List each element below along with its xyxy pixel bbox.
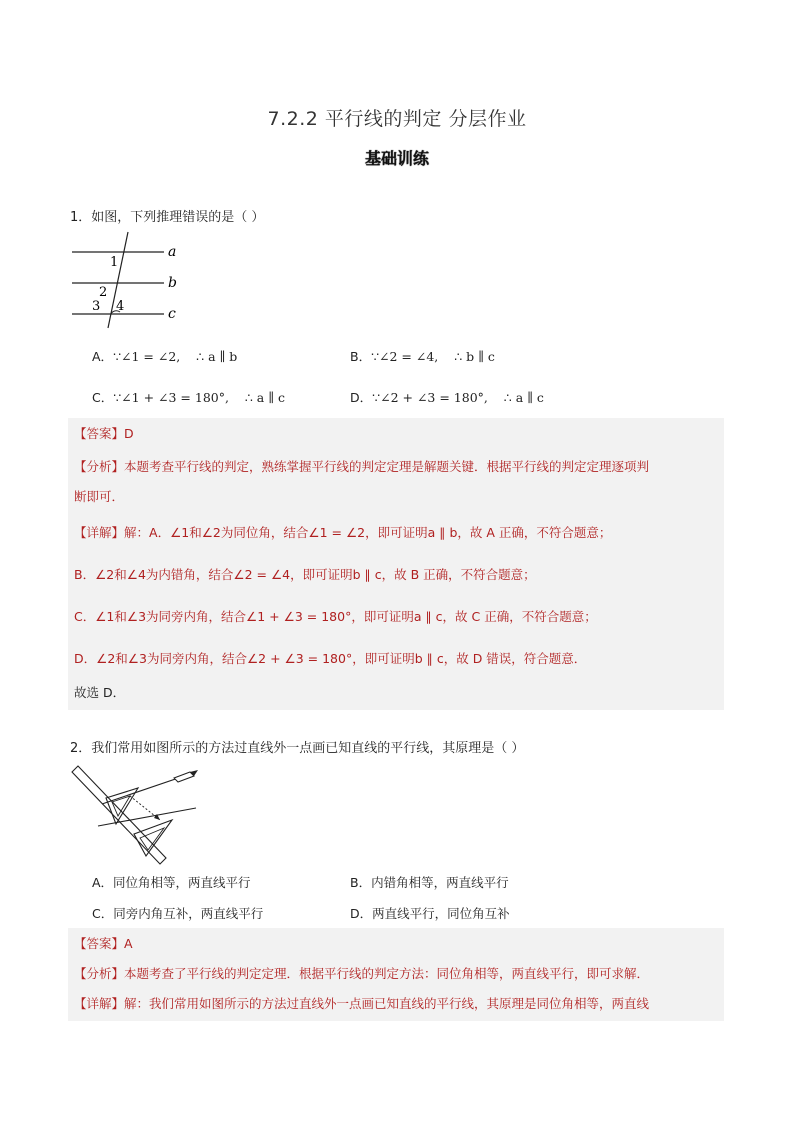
q1-option-a bbox=[92, 347, 237, 365]
q1-answer-line bbox=[74, 424, 134, 442]
q2-answer-line bbox=[74, 934, 133, 952]
q1-answer-box bbox=[68, 418, 724, 710]
option-conclusion: ∴ a ∥ c bbox=[244, 390, 285, 405]
detail-text: 解：我们常用如图所示的方法过直线外一点画已知直线的平行线，其原理是同位角相等，两直线 bbox=[124, 996, 650, 1011]
question-1-figure bbox=[70, 230, 190, 330]
angle-label-2: 2 bbox=[99, 285, 108, 300]
document-title: 7.2.2 平行线的判定 分层作业 bbox=[267, 108, 527, 130]
option-letter: A． bbox=[92, 349, 114, 364]
option-letter: B． bbox=[350, 349, 372, 364]
line-label-c: c bbox=[168, 306, 176, 322]
q1-option-b bbox=[350, 347, 495, 365]
q1-analysis-line-1 bbox=[74, 457, 649, 475]
angle-label-3: 3 bbox=[92, 299, 101, 314]
q1-conclusion: 故选 D． bbox=[74, 685, 126, 700]
q2-option-c: C．同旁内角互补，两直线平行 bbox=[92, 906, 264, 921]
option-condition: ∵∠2 + ∠3 = 180°, bbox=[372, 390, 488, 405]
q1-detail-line-4: D．∠2和∠3为同旁内角，结合∠2 + ∠3 = 180°，即可证明b ∥ c，故 D 错误，符合题意． bbox=[74, 651, 587, 666]
option-letter: D． bbox=[350, 390, 373, 405]
q1-detail-line-1 bbox=[74, 523, 611, 541]
option-conclusion: ∴ b ∥ c bbox=[454, 349, 495, 364]
option-condition: ∵∠1 = ∠2, bbox=[113, 349, 181, 364]
angle-label-1: 1 bbox=[110, 255, 119, 270]
section-heading: 基础训练 bbox=[364, 149, 429, 168]
line-label-b: b bbox=[168, 275, 177, 291]
q2-option-b: B．内错角相等，两直线平行 bbox=[350, 875, 509, 890]
question-2-stem: 2．我们常用如图所示的方法过直线外一点画已知直线的平行线，其原理是（ ） bbox=[70, 741, 525, 756]
option-condition: ∵∠2 = ∠4, bbox=[371, 349, 439, 364]
line-label-a: a bbox=[168, 244, 177, 260]
q2-option-d: D．两直线平行，同位角互补 bbox=[350, 906, 510, 921]
question-2-figure bbox=[68, 762, 203, 867]
q1-option-d bbox=[350, 388, 544, 406]
answer-value: D bbox=[124, 426, 134, 441]
q1-detail-line-3: C．∠1和∠3为同旁内角，结合∠1 + ∠3 = 180°，即可证明a ∥ c，故 C 正确，不符合题意； bbox=[74, 609, 597, 624]
analysis-tag: 【分析】 bbox=[74, 966, 125, 981]
analysis-text: 本题考查了平行线的判定定理．根据平行线的判定方法：同位角相等，两直线平行，即可求解． bbox=[124, 966, 650, 981]
answer-tag: 【答案】 bbox=[74, 936, 125, 951]
analysis-tag: 【分析】 bbox=[74, 459, 125, 474]
q2-analysis-line bbox=[74, 964, 649, 982]
angle-label-4: 4 bbox=[116, 299, 125, 314]
analysis-text: 本题考查平行线的判定，熟练掌握平行线的判定定理是解题关键．根据平行线的判定定理逐项判 bbox=[124, 459, 650, 474]
option-conclusion: ∴ a ∥ b bbox=[196, 349, 238, 364]
option-letter: C． bbox=[92, 390, 114, 405]
q2-option-a: A．同位角相等，两直线平行 bbox=[92, 875, 251, 890]
q2-detail-line bbox=[74, 994, 649, 1012]
q1-analysis-line-2: 断即可． bbox=[74, 489, 125, 504]
answer-tag: 【答案】 bbox=[74, 426, 125, 441]
detail-text: 解：A．∠1和∠2为同位角，结合∠1 = ∠2，即可证明a ∥ b，故 A 正确，不符合题意； bbox=[124, 525, 612, 540]
detail-tag: 【详解】 bbox=[74, 525, 125, 540]
q1-option-c bbox=[92, 388, 285, 406]
option-conclusion: ∴ a ∥ c bbox=[503, 390, 544, 405]
detail-tag: 【详解】 bbox=[74, 996, 125, 1011]
answer-value: A bbox=[124, 936, 133, 951]
q1-detail-line-2: B．∠2和∠4为内错角，结合∠2 = ∠4，即可证明b ∥ c，故 B 正确，不符合题意； bbox=[74, 567, 536, 582]
option-condition: ∵∠1 + ∠3 = 180°, bbox=[113, 390, 229, 405]
question-1-stem: 1．如图，下列推理错误的是（ ） bbox=[70, 210, 265, 225]
q2-answer-box bbox=[68, 928, 724, 1021]
